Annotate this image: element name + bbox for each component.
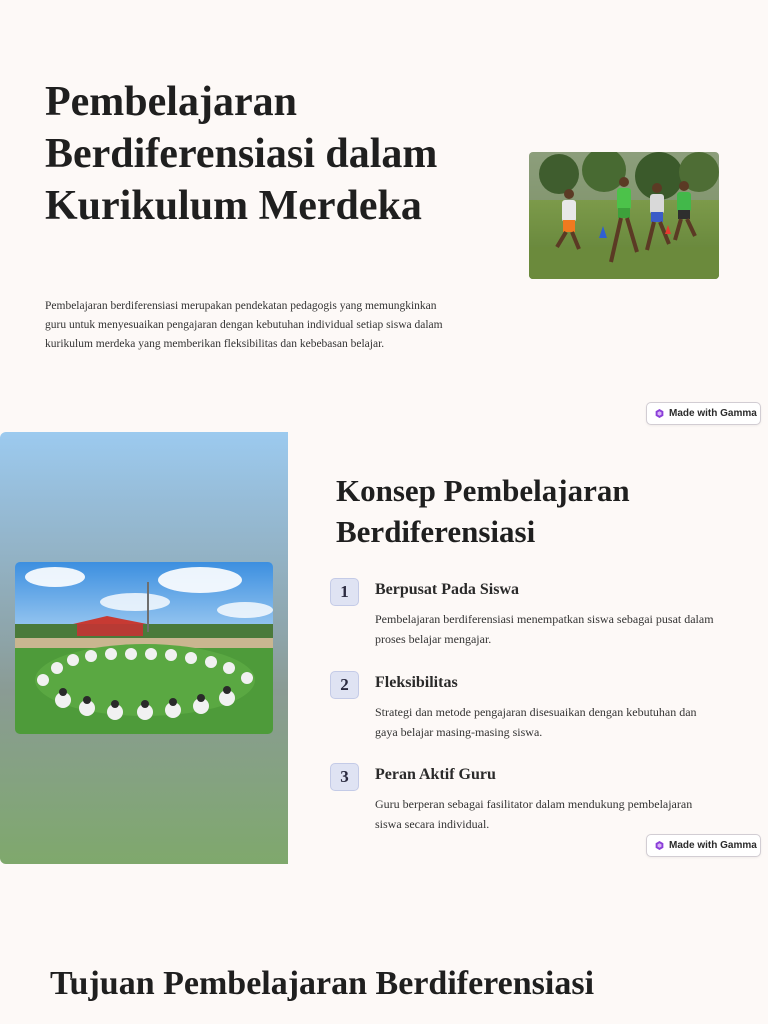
gamma-logo-icon — [655, 409, 664, 418]
students-circle-photo — [15, 562, 273, 734]
badge-label: Made with Gamma — [669, 408, 757, 419]
intro-paragraph: Pembelajaran berdiferensiasi merupakan pendekatan pedagogis yang memungkinkan guru untuk menyesuaikan pengajaran dengan kebutuhan individual setiap siswa dalam kurikulum merdeka yang memberikan fleksibilitas dan kebebasan belajar. — [45, 300, 443, 350]
section-title-tujuan: Tujuan Pembelajaran Berdiferensiasi — [50, 965, 595, 1002]
concept-item-title: Fleksibilitas — [375, 674, 458, 691]
gamma-logo-icon — [655, 841, 664, 850]
made-with-gamma-badge[interactable] — [646, 402, 761, 425]
concept-item-text: Strategi dan metode pengajaran disesuaikan dengan kebutuhan dan gaya belajar masing-masing siswa. — [375, 705, 697, 739]
number-badge: 3 — [330, 763, 359, 791]
slide-image-panel — [0, 432, 288, 864]
badge-label: Made with Gamma — [669, 840, 757, 851]
concept-item-text: Pembelajaran berdiferensiasi menempatkan siswa sebagai pusat dalam proses belajar mengajar. — [375, 612, 714, 646]
number-badge: 2 — [330, 671, 359, 699]
concept-item-title: Berpusat Pada Siswa — [375, 581, 520, 598]
made-with-gamma-badge[interactable] — [646, 834, 761, 857]
concept-item-text: Guru berperan sebagai fasilitator dalam mendukung pembelajaran siswa secara individual. — [375, 797, 693, 831]
page-title: Pembelajaran Berdiferensiasi dalam Kurikulum Merdeka — [45, 79, 438, 229]
number-badge: 1 — [330, 578, 359, 606]
children-running-photo — [529, 152, 719, 279]
concept-item-title: Peran Aktif Guru — [375, 766, 496, 783]
section-title: Konsep Pembelajaran Berdiferensiasi — [336, 473, 630, 549]
